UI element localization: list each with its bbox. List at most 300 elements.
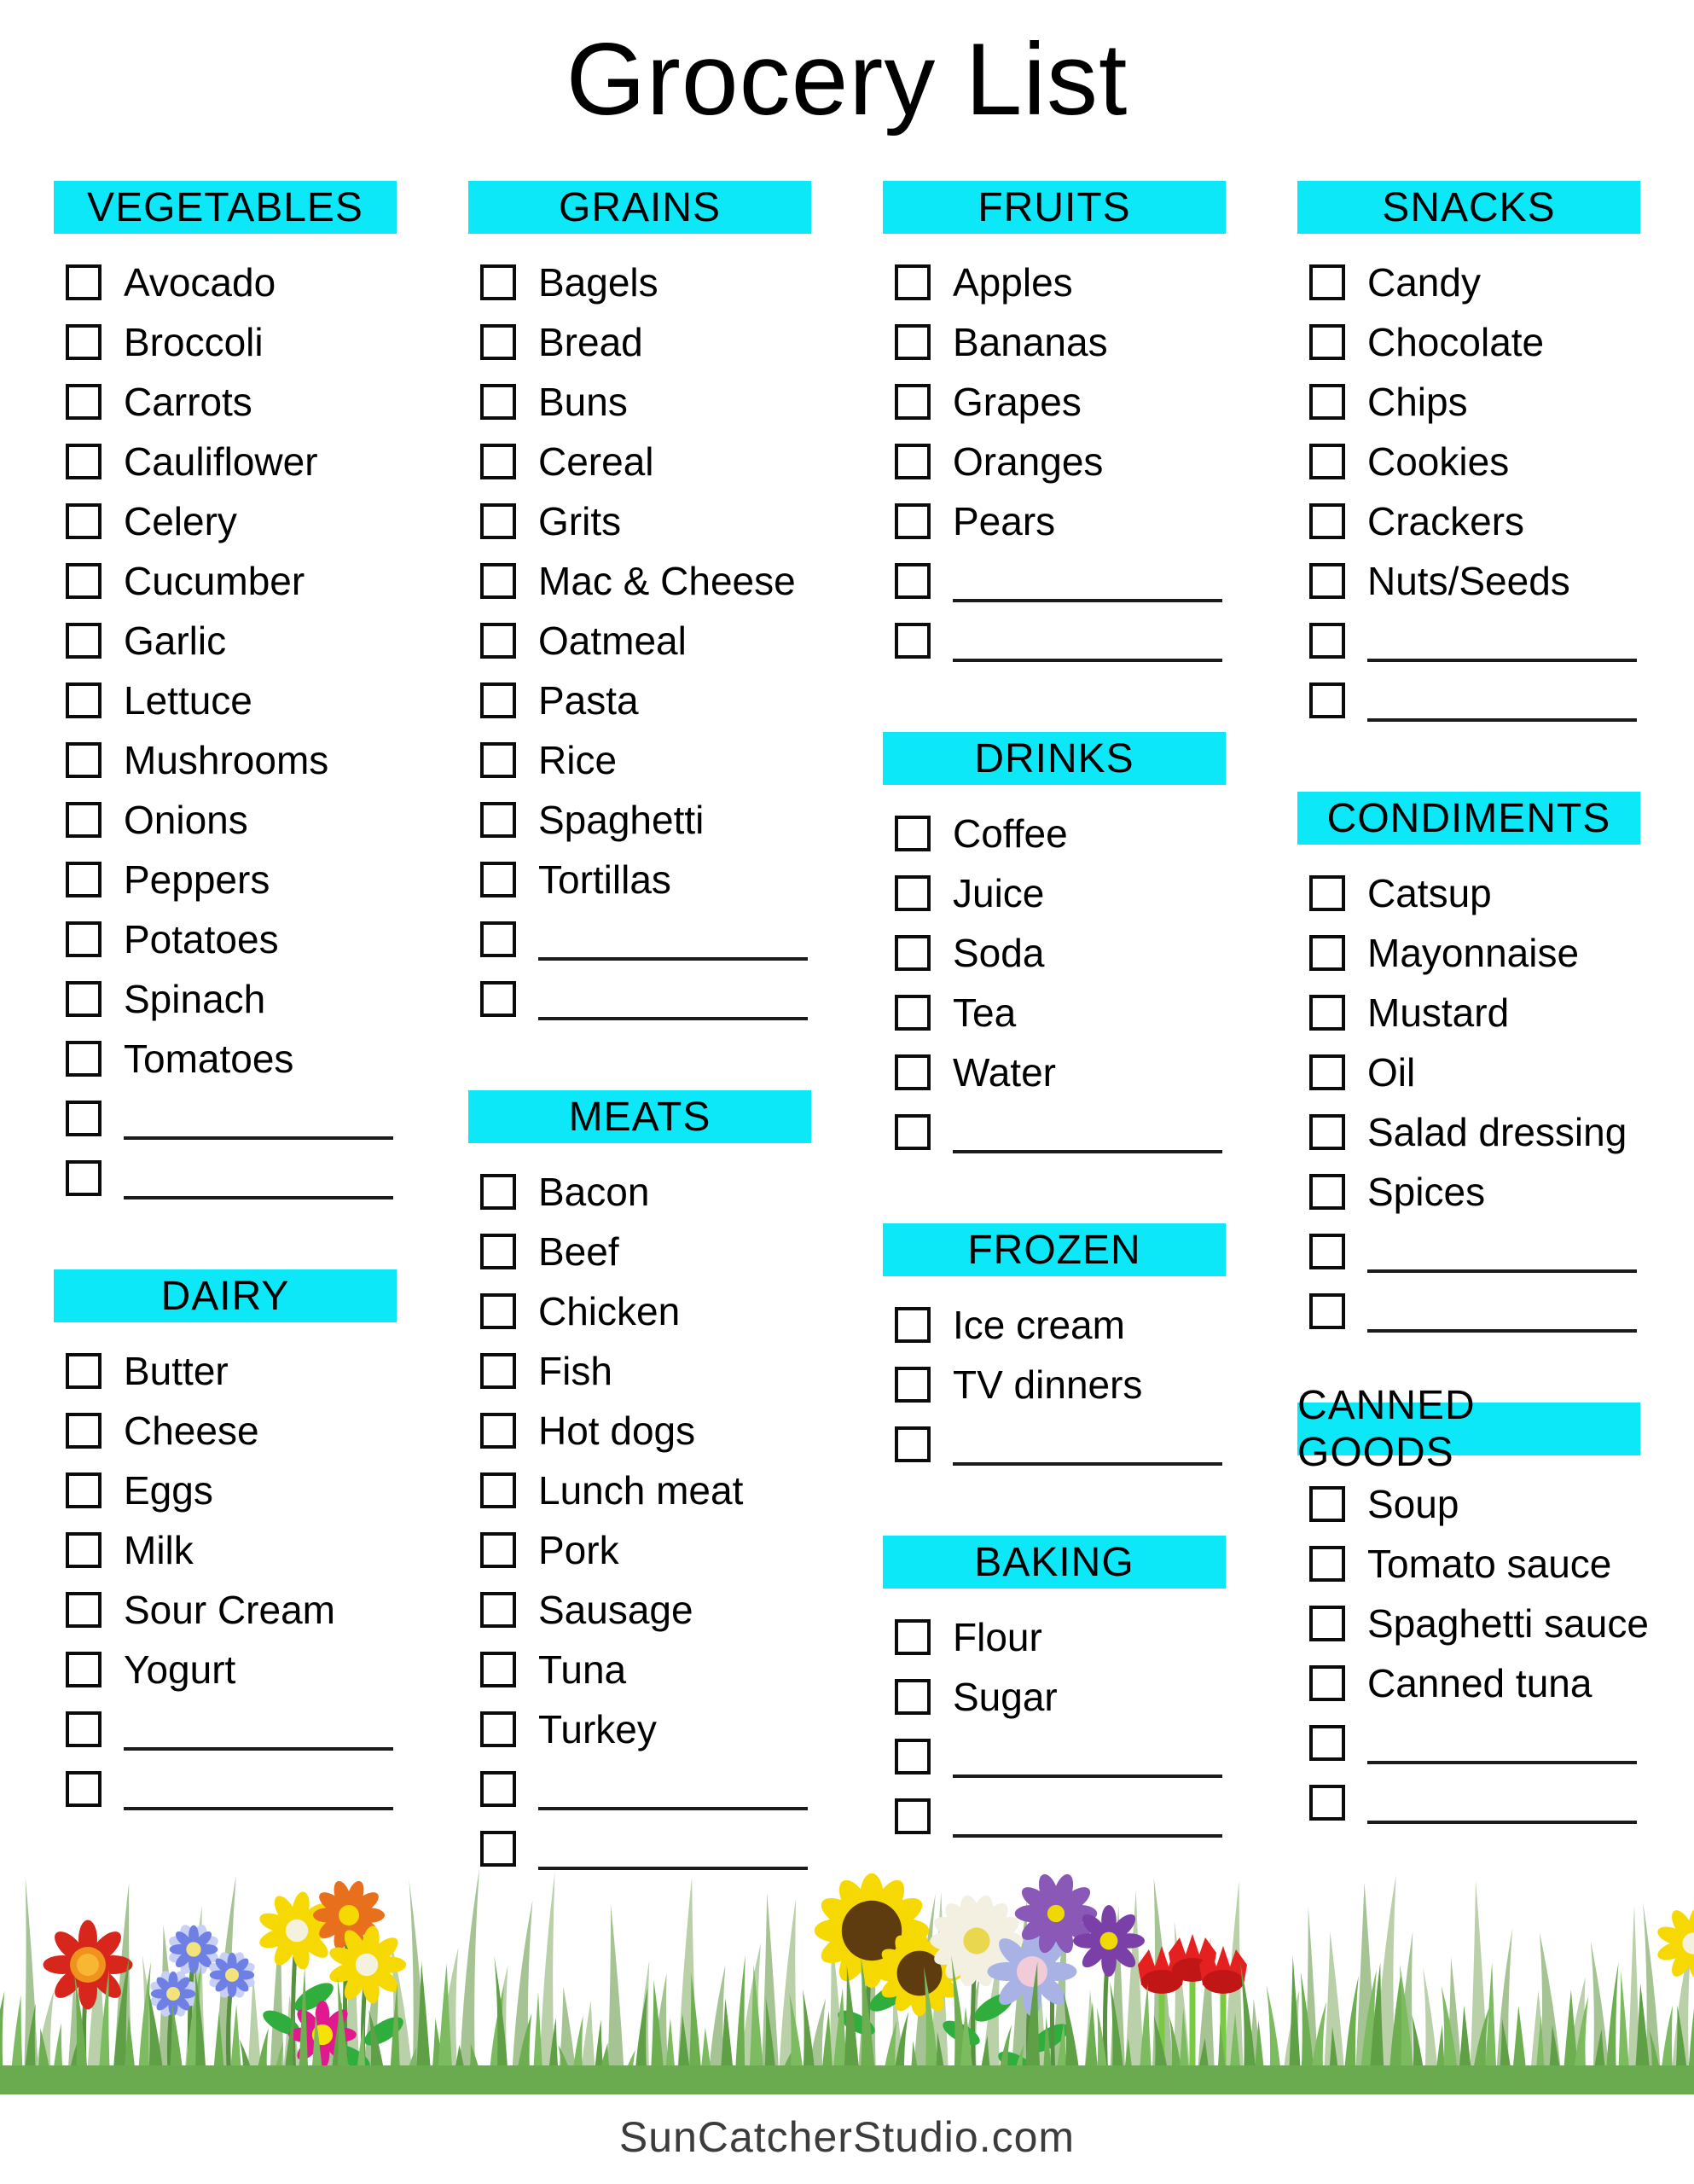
item-label: Juice [953, 871, 1045, 915]
item-row [1309, 432, 1640, 491]
item-label: Oranges [953, 439, 1104, 484]
blank-write-line[interactable] [953, 1150, 1222, 1153]
item-label: Soup [1367, 1482, 1459, 1526]
blank-row [1309, 611, 1640, 671]
section-header: CANNED GOODS [1297, 1403, 1640, 1455]
item-checkbox[interactable] [1309, 875, 1345, 911]
column-2 [468, 181, 811, 1879]
item-checkbox[interactable] [1309, 1293, 1345, 1329]
blank-write-line[interactable] [1367, 718, 1637, 722]
item-label: Pork [538, 1528, 619, 1572]
blank-row [895, 1786, 1226, 1846]
blank-row [895, 551, 1226, 611]
item-label: Flour [953, 1615, 1042, 1659]
blank-row [66, 1089, 397, 1148]
item-label: Cucumber [124, 559, 305, 603]
item-checkbox[interactable] [480, 264, 516, 300]
item-checkbox[interactable] [480, 563, 516, 599]
grocery-grid [54, 181, 1649, 1879]
item-checkbox[interactable] [480, 1413, 516, 1449]
item-checkbox[interactable] [66, 444, 102, 479]
item-row [66, 551, 397, 611]
item-checkbox[interactable] [480, 324, 516, 360]
item-checkbox[interactable] [895, 816, 931, 851]
item-label: Oatmeal [538, 619, 687, 663]
section-items [54, 253, 397, 1208]
footer-credit: SunCatcherStudio.com [618, 2113, 1076, 2161]
item-label: Spaghetti [538, 798, 705, 842]
item-row [480, 1281, 811, 1341]
item-row [66, 790, 397, 850]
blank-write-line[interactable] [953, 1834, 1222, 1838]
blank-row [1309, 1773, 1640, 1833]
item-label: Canned tuna [1367, 1661, 1592, 1705]
blank-row [66, 1759, 397, 1819]
item-row [1309, 863, 1640, 923]
item-label: TV dinners [953, 1362, 1143, 1407]
item-checkbox[interactable] [66, 802, 102, 838]
blank-write-line[interactable] [538, 1017, 808, 1020]
item-label: Chocolate [1367, 320, 1545, 364]
item-checkbox[interactable] [1309, 682, 1345, 718]
blank-row [1309, 1281, 1640, 1341]
blank-write-line[interactable] [124, 1136, 393, 1140]
item-row [895, 372, 1226, 432]
item-checkbox[interactable] [1309, 1174, 1345, 1210]
item-label: Crackers [1367, 499, 1525, 543]
item-checkbox[interactable] [895, 1739, 931, 1774]
item-label: Water [953, 1050, 1056, 1095]
blank-row [480, 1759, 811, 1819]
item-row [1309, 923, 1640, 983]
item-checkbox[interactable] [480, 1711, 516, 1747]
section-baking [883, 1536, 1226, 1846]
item-label: Mushrooms [124, 738, 329, 782]
blank-write-line[interactable] [953, 599, 1222, 602]
item-row [66, 432, 397, 491]
item-checkbox[interactable] [1309, 1054, 1345, 1090]
section-header: BAKING [883, 1536, 1226, 1589]
section-frozen [883, 1223, 1226, 1474]
item-checkbox[interactable] [1309, 1785, 1345, 1821]
section-items [1297, 863, 1640, 1341]
section-items [883, 804, 1226, 1162]
item-checkbox[interactable] [66, 1652, 102, 1687]
item-checkbox[interactable] [895, 875, 931, 911]
blank-write-line[interactable] [124, 1747, 393, 1751]
item-checkbox[interactable] [480, 1652, 516, 1687]
item-label: Tomato sauce [1367, 1542, 1612, 1586]
item-row [895, 923, 1226, 983]
blank-write-line[interactable] [1367, 1821, 1637, 1824]
item-checkbox[interactable] [1309, 623, 1345, 659]
item-row [66, 909, 397, 969]
blank-write-line[interactable] [953, 1774, 1222, 1778]
item-row [480, 1401, 811, 1461]
item-checkbox[interactable] [895, 1679, 931, 1715]
item-label: Avocado [124, 260, 276, 305]
item-checkbox[interactable] [66, 324, 102, 360]
item-label: Spaghetti sauce [1367, 1601, 1649, 1646]
section-vegetables [54, 181, 397, 1208]
item-row [480, 253, 811, 312]
red-daisy-icon [44, 1920, 133, 2010]
item-checkbox[interactable] [66, 264, 102, 300]
item-row [66, 1580, 397, 1640]
item-row [480, 491, 811, 551]
item-checkbox[interactable] [1309, 1234, 1345, 1269]
item-checkbox[interactable] [480, 1532, 516, 1568]
item-checkbox[interactable] [1309, 1486, 1345, 1522]
item-label: Oil [1367, 1050, 1416, 1095]
item-checkbox[interactable] [66, 742, 102, 778]
item-checkbox[interactable] [1309, 384, 1345, 420]
item-label: Beef [538, 1229, 619, 1274]
item-label: Cereal [538, 439, 654, 484]
item-checkbox[interactable] [480, 444, 516, 479]
item-row [1309, 1102, 1640, 1162]
blank-write-line[interactable] [1367, 1269, 1637, 1273]
item-checkbox[interactable] [480, 503, 516, 539]
item-checkbox[interactable] [895, 444, 931, 479]
item-row [480, 1580, 811, 1640]
item-row [1309, 1534, 1640, 1594]
item-label: Chips [1367, 380, 1468, 424]
item-checkbox[interactable] [895, 1367, 931, 1403]
blank-row [66, 1699, 397, 1759]
item-row [66, 1341, 397, 1401]
item-checkbox[interactable] [66, 623, 102, 659]
item-row [66, 730, 397, 790]
item-row [1309, 1653, 1640, 1713]
section-header: FROZEN [883, 1223, 1226, 1276]
item-checkbox[interactable] [480, 742, 516, 778]
item-checkbox[interactable] [1309, 935, 1345, 971]
item-label: Spices [1367, 1170, 1486, 1214]
blank-write-line[interactable] [124, 1196, 393, 1199]
page-title: Grocery List [566, 22, 1128, 136]
item-checkbox[interactable] [480, 1771, 516, 1807]
item-label: Tomatoes [124, 1037, 294, 1081]
item-checkbox[interactable] [1309, 1546, 1345, 1582]
item-label: Cookies [1367, 439, 1510, 484]
blank-row [895, 1102, 1226, 1162]
item-row [66, 372, 397, 432]
item-label: Nuts/Seeds [1367, 559, 1570, 603]
blank-row [66, 1148, 397, 1208]
item-label: Apples [953, 260, 1073, 305]
column-3 [883, 181, 1226, 1846]
item-row [480, 551, 811, 611]
item-row [480, 372, 811, 432]
blank-write-line[interactable] [953, 659, 1222, 662]
item-row [480, 730, 811, 790]
item-checkbox[interactable] [895, 384, 931, 420]
item-label: Coffee [953, 811, 1068, 856]
section-items [883, 1295, 1226, 1474]
section-items [468, 253, 811, 1029]
item-checkbox[interactable] [66, 682, 102, 718]
blank-write-line[interactable] [1367, 1329, 1637, 1333]
section-canned-goods [1297, 1383, 1649, 1833]
item-row [66, 850, 397, 909]
item-checkbox[interactable] [1309, 503, 1345, 539]
item-checkbox[interactable] [480, 1174, 516, 1210]
item-checkbox[interactable] [895, 563, 931, 599]
item-label: Sugar [953, 1675, 1058, 1719]
blank-row [480, 969, 811, 1029]
item-checkbox[interactable] [480, 921, 516, 957]
item-row [1309, 1594, 1649, 1653]
item-checkbox[interactable] [895, 264, 931, 300]
item-checkbox[interactable] [480, 862, 516, 897]
blank-write-line[interactable] [953, 1462, 1222, 1466]
item-row [66, 1029, 397, 1089]
item-checkbox[interactable] [895, 1798, 931, 1834]
blank-write-line[interactable] [1367, 659, 1637, 662]
item-label: Bread [538, 320, 643, 364]
blank-row [1309, 1222, 1640, 1281]
item-label: Broccoli [124, 320, 264, 364]
item-row [66, 1520, 397, 1580]
item-checkbox[interactable] [1309, 1606, 1345, 1641]
item-checkbox[interactable] [1309, 1665, 1345, 1701]
section-snacks [1297, 181, 1640, 730]
section-condiments [1297, 792, 1640, 1341]
item-checkbox[interactable] [66, 1101, 102, 1136]
item-checkbox[interactable] [66, 1353, 102, 1389]
item-checkbox[interactable] [895, 503, 931, 539]
item-label: Pasta [538, 678, 639, 723]
section-header: DAIRY [54, 1269, 397, 1322]
item-checkbox[interactable] [895, 1307, 931, 1343]
item-label: Cheese [124, 1409, 259, 1453]
section-meats [468, 1090, 811, 1879]
item-row [1309, 1474, 1640, 1534]
item-label: Tuna [538, 1647, 627, 1692]
item-label: Turkey [538, 1707, 657, 1751]
item-row [1309, 253, 1640, 312]
section-items [883, 253, 1226, 671]
item-label: Spinach [124, 977, 266, 1021]
item-checkbox[interactable] [66, 1160, 102, 1196]
item-row [66, 1461, 397, 1520]
item-label: Pears [953, 499, 1056, 543]
section-items [1297, 253, 1640, 730]
item-label: Catsup [1367, 871, 1492, 915]
item-row [1309, 551, 1640, 611]
item-row [480, 611, 811, 671]
item-row [895, 312, 1226, 372]
item-label: Potatoes [124, 917, 279, 961]
blank-write-line[interactable] [538, 957, 808, 961]
section-items [468, 1162, 811, 1879]
item-checkbox[interactable] [1309, 563, 1345, 599]
item-checkbox[interactable] [480, 623, 516, 659]
item-checkbox[interactable] [480, 1472, 516, 1508]
item-checkbox[interactable] [66, 1041, 102, 1077]
section-header: MEATS [468, 1090, 811, 1143]
item-label: Peppers [124, 857, 270, 902]
item-checkbox[interactable] [1309, 324, 1345, 360]
item-label: Cauliflower [124, 439, 318, 484]
item-checkbox[interactable] [1309, 995, 1345, 1031]
item-label: Grapes [953, 380, 1082, 424]
item-row [480, 1222, 811, 1281]
item-checkbox[interactable] [66, 981, 102, 1017]
item-label: Milk [124, 1528, 194, 1572]
item-row [895, 1355, 1226, 1414]
section-drinks [883, 732, 1226, 1162]
blank-row [895, 611, 1226, 671]
item-checkbox[interactable] [1309, 264, 1345, 300]
item-label: Fish [538, 1349, 612, 1393]
item-checkbox[interactable] [480, 802, 516, 838]
item-row [1309, 1162, 1640, 1222]
item-label: Onions [124, 798, 248, 842]
item-checkbox[interactable] [66, 1592, 102, 1628]
item-row [66, 671, 397, 730]
item-row [66, 1640, 397, 1699]
item-row [480, 1640, 811, 1699]
item-label: Celery [124, 499, 237, 543]
item-row [895, 804, 1226, 863]
item-label: Eggs [124, 1468, 213, 1513]
item-row [895, 863, 1226, 923]
section-header: SNACKS [1297, 181, 1640, 234]
item-checkbox[interactable] [1309, 444, 1345, 479]
item-row [895, 253, 1226, 312]
item-checkbox[interactable] [480, 1353, 516, 1389]
item-label: Yogurt [124, 1647, 236, 1692]
section-items [1297, 1474, 1649, 1833]
item-row [1309, 312, 1640, 372]
item-label: Soda [953, 931, 1045, 975]
item-row [895, 432, 1226, 491]
grass-flowers-illustration [0, 1845, 1694, 2094]
item-checkbox[interactable] [895, 1114, 931, 1150]
blank-write-line[interactable] [538, 1807, 808, 1810]
section-header: DRINKS [883, 732, 1226, 785]
blank-row [1309, 671, 1640, 730]
item-checkbox[interactable] [480, 682, 516, 718]
item-row [66, 491, 397, 551]
section-grains [468, 181, 811, 1029]
item-label: Mustard [1367, 990, 1510, 1035]
item-row [895, 1295, 1226, 1355]
item-checkbox[interactable] [66, 384, 102, 420]
item-row [895, 983, 1226, 1043]
item-row [480, 790, 811, 850]
item-checkbox[interactable] [66, 503, 102, 539]
item-checkbox[interactable] [66, 1472, 102, 1508]
item-row [66, 611, 397, 671]
item-label: Bagels [538, 260, 658, 305]
blank-row [1309, 1713, 1640, 1773]
item-label: Chicken [538, 1289, 681, 1333]
item-row [1309, 983, 1640, 1043]
item-row [895, 1043, 1226, 1102]
item-checkbox[interactable] [66, 1532, 102, 1568]
item-checkbox[interactable] [895, 1426, 931, 1462]
item-checkbox[interactable] [895, 935, 931, 971]
blank-row [895, 1727, 1226, 1786]
item-checkbox[interactable] [895, 623, 931, 659]
item-row [480, 432, 811, 491]
item-checkbox[interactable] [66, 1413, 102, 1449]
item-label: Candy [1367, 260, 1481, 305]
item-checkbox[interactable] [1309, 1114, 1345, 1150]
item-row [66, 1401, 397, 1461]
item-row [895, 1607, 1226, 1667]
section-header: VEGETABLES [54, 181, 397, 234]
section-header: GRAINS [468, 181, 811, 234]
section-items [54, 1341, 397, 1819]
item-row [1309, 1043, 1640, 1102]
item-label: Hot dogs [538, 1409, 696, 1453]
blank-write-line[interactable] [1367, 1761, 1637, 1764]
item-checkbox[interactable] [895, 1054, 931, 1090]
item-checkbox[interactable] [895, 995, 931, 1031]
item-row [480, 1461, 811, 1520]
item-label: Sausage [538, 1588, 693, 1632]
item-checkbox[interactable] [66, 1771, 102, 1807]
item-label: Butter [124, 1349, 229, 1393]
item-checkbox[interactable] [480, 1293, 516, 1329]
item-row [1309, 372, 1640, 432]
item-label: Garlic [124, 619, 227, 663]
item-label: Salad dressing [1367, 1110, 1627, 1154]
item-checkbox[interactable] [1309, 1725, 1345, 1761]
item-checkbox[interactable] [895, 1619, 931, 1655]
item-row [480, 312, 811, 372]
blank-row [480, 909, 811, 969]
item-checkbox[interactable] [480, 1234, 516, 1269]
section-dairy [54, 1269, 397, 1819]
item-label: Ice cream [953, 1303, 1125, 1347]
item-checkbox[interactable] [480, 1592, 516, 1628]
item-row [480, 671, 811, 730]
item-label: Bananas [953, 320, 1108, 364]
item-label: Sour Cream [124, 1588, 335, 1632]
item-row [895, 491, 1226, 551]
item-row [66, 253, 397, 312]
item-row [480, 850, 811, 909]
item-checkbox[interactable] [480, 981, 516, 1017]
section-header: FRUITS [883, 181, 1226, 234]
item-checkbox[interactable] [66, 1711, 102, 1747]
section-fruits [883, 181, 1226, 671]
item-label: Tea [953, 990, 1017, 1035]
item-checkbox[interactable] [66, 921, 102, 957]
item-row [480, 1699, 811, 1759]
item-label: Tortillas [538, 857, 671, 902]
item-label: Mac & Cheese [538, 559, 796, 603]
item-label: Lunch meat [538, 1468, 744, 1513]
item-label: Carrots [124, 380, 252, 424]
item-checkbox[interactable] [66, 563, 102, 599]
item-checkbox[interactable] [66, 862, 102, 897]
column-4 [1297, 181, 1649, 1833]
item-checkbox[interactable] [480, 384, 516, 420]
item-row [895, 1667, 1226, 1727]
blank-write-line[interactable] [124, 1807, 393, 1810]
item-label: Grits [538, 499, 622, 543]
item-row [480, 1520, 811, 1580]
item-row [480, 1162, 811, 1222]
item-row [66, 312, 397, 372]
item-checkbox[interactable] [895, 324, 931, 360]
